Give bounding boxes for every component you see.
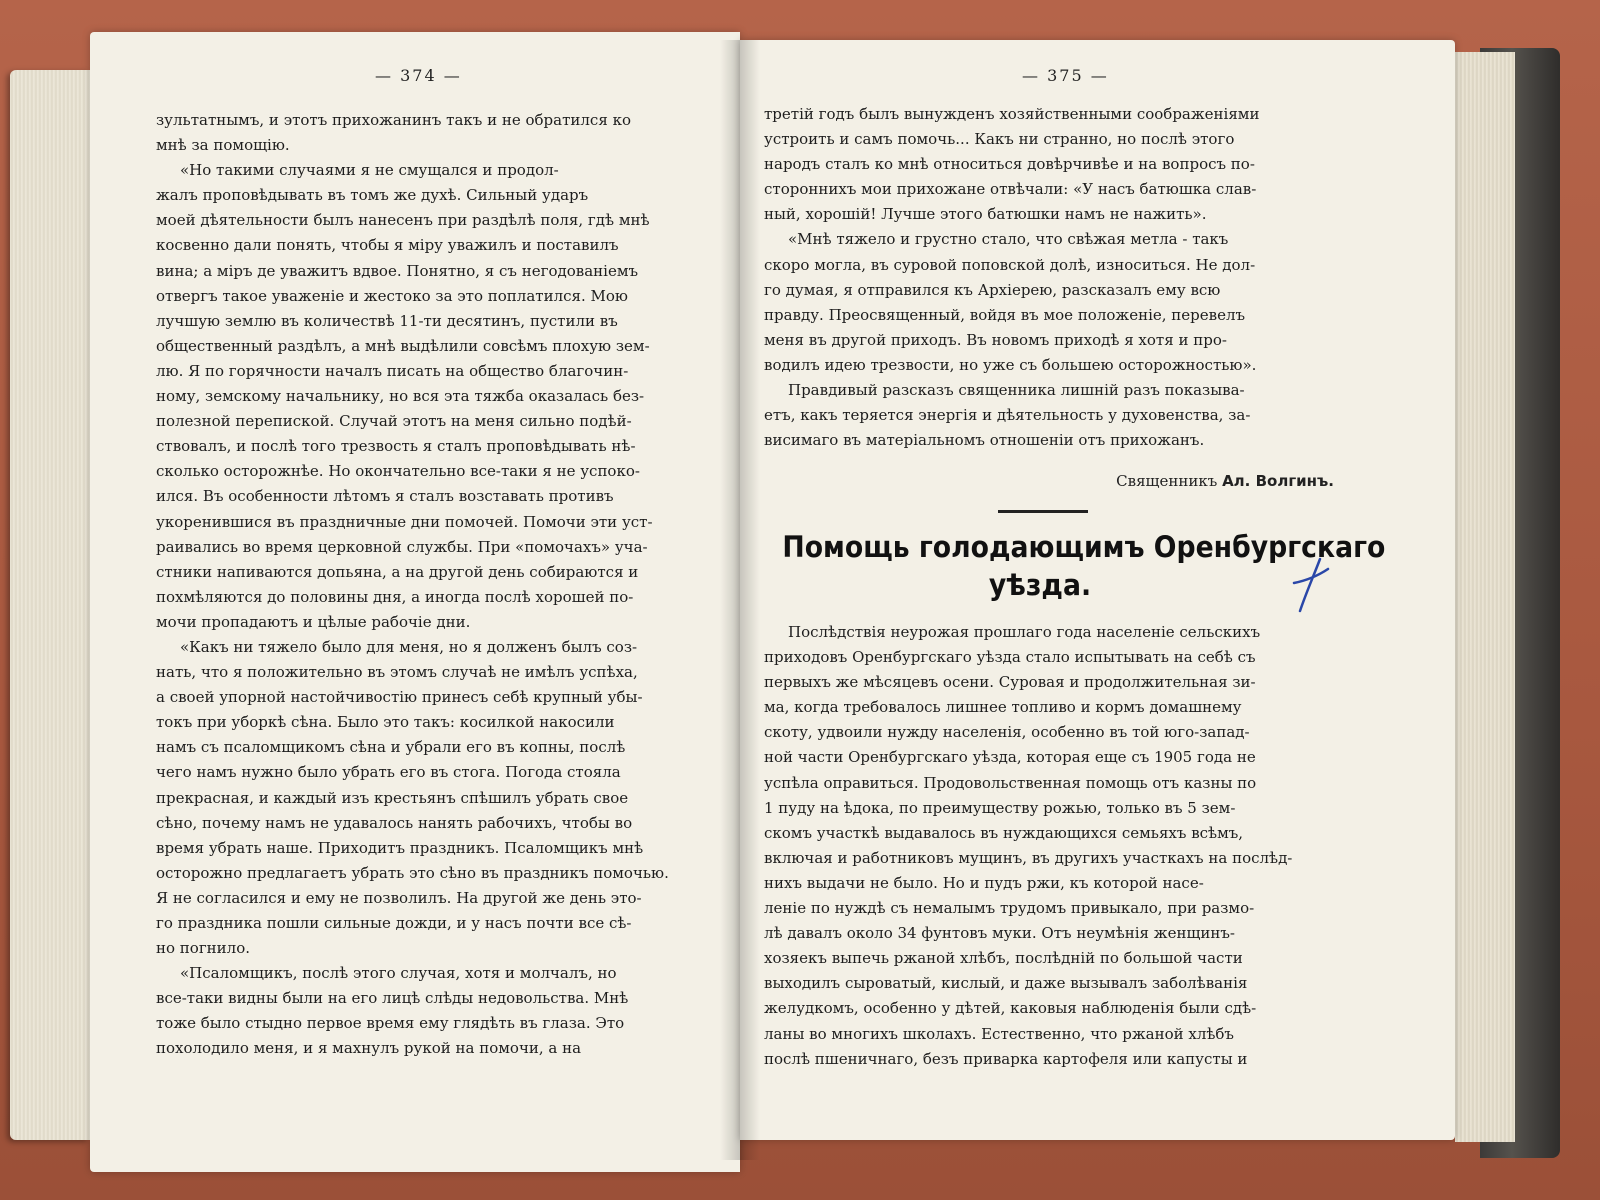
heading-line-1: Помощь голодающимъ Оренбургскаго bbox=[782, 530, 1386, 564]
text-line: Послѣдствія неурожая прошлаго года населеніе сельскихъ bbox=[788, 623, 1261, 641]
pen-cross-mark bbox=[1290, 555, 1330, 615]
text-line: ма, когда требовалось лишнее топливо и кормъ домашнему bbox=[764, 698, 1242, 717]
text-line: раивались во время церковной службы. При «помочахъ» уча- bbox=[156, 537, 648, 556]
text-line: ный, хорошій! Лучше этого батюшки намъ не нажить». bbox=[764, 205, 1207, 224]
text-line: жалъ проповѣдывать въ томъ же духѣ. Сильный ударъ bbox=[156, 186, 589, 205]
text-line: скоту, удвоили нужду населенія, особенно въ той юго-запад- bbox=[764, 723, 1250, 742]
text-line: желудкомъ, особенно у дѣтей, каковыя наблюденія были сдѣ- bbox=[764, 999, 1257, 1018]
text-line: укоренившися въ праздничные дни помочей. Помочи эти уст- bbox=[156, 512, 653, 531]
text-line: Правдивый разсказъ священника лишній разъ показыва- bbox=[788, 381, 1245, 400]
signature-prefix: Священникъ bbox=[1116, 472, 1218, 490]
page-number: — 375 — bbox=[1022, 66, 1109, 85]
page-stack-left bbox=[10, 70, 90, 1140]
text-line: стороннихъ мои прихожане отвѣчали: «У насъ батюшка слав- bbox=[764, 180, 1257, 199]
text-line: Я не согласился и ему не позволилъ. На другой же день это- bbox=[156, 888, 642, 907]
text-line: намъ съ псаломщикомъ сѣна и убрали его въ копны, послѣ bbox=[156, 738, 626, 757]
signature-name: Ал. Волгинъ. bbox=[1222, 472, 1334, 490]
text-line: «Мнѣ тяжело и грустно стало, что свѣжая метла - такъ bbox=[788, 230, 1229, 249]
text-line: 1 пуду на ѣдока, по преимуществу рожью, только въ 5 зем- bbox=[764, 798, 1236, 817]
text-line: но погнило. bbox=[156, 939, 251, 958]
left-page bbox=[90, 32, 740, 1172]
text-line: токъ при уборкѣ сѣна. Было это такъ: косилкой накосили bbox=[156, 713, 615, 732]
text-line: водилъ идею трезвости, но уже съ большею осторожностью». bbox=[764, 355, 1257, 374]
text-line: приходовъ Оренбургскаго уѣзда стало испытывать на себѣ съ bbox=[764, 648, 1256, 667]
text-line: первыхъ же мѣсяцевъ осени. Суровая и продолжительная зи- bbox=[764, 673, 1256, 692]
text-line: хозяекъ выпечь ржаной хлѣбъ, послѣдній по большой части bbox=[764, 949, 1243, 968]
page-stack-right bbox=[1455, 52, 1515, 1142]
text-line: скомъ участкѣ выдавалось въ нуждающихся семьяхъ всѣмъ, bbox=[764, 823, 1244, 842]
text-line: правду. Преосвященный, войдя въ мое положеніе, перевелъ bbox=[764, 305, 1246, 324]
text-line: похолодило меня, и я махнулъ рукой на помочи, а на bbox=[156, 1039, 582, 1058]
text-line: включая и работниковъ мущинъ, въ другихъ участкахъ на послѣд- bbox=[764, 848, 1293, 867]
text-line: выходилъ сыроватый, кислый, и даже вызывалъ заболѣванія bbox=[764, 974, 1248, 993]
page-number: — 374 — bbox=[375, 66, 462, 85]
text-line: полезной перепиской. Случай этотъ на меня сильно подѣй- bbox=[156, 412, 632, 431]
text-line: ланы во многихъ школахъ. Естественно, что ржаной хлѣбъ bbox=[764, 1024, 1234, 1043]
text-line: третій годъ былъ вынужденъ хозяйственными соображеніями bbox=[764, 105, 1260, 123]
heading-line-2: уѣзда. bbox=[988, 568, 1092, 602]
text-line: висимаго въ матеріальномъ отношеніи отъ прихожанъ. bbox=[764, 431, 1205, 450]
text-line: ствовалъ, и послѣ того трезвость я сталъ проповѣдывать нѣ- bbox=[156, 437, 636, 456]
text-line: время убрать наше. Приходитъ праздникъ. Псаломщикъ мнѣ bbox=[156, 838, 644, 857]
text-line: нать, что я положительно въ этомъ случаѣ не имѣлъ успѣха, bbox=[156, 663, 638, 682]
text-line: сколько осторожнѣе. Но окончательно все-таки я не успоко- bbox=[156, 462, 640, 481]
text-line: ному, земскому начальнику, но вся эта тяжба оказалась без- bbox=[156, 387, 645, 406]
text-line: «Какъ ни тяжело было для меня, но я долженъ былъ соз- bbox=[180, 637, 638, 656]
text-line: моей дѣятельности былъ нанесенъ при раздѣлѣ поля, гдѣ мнѣ bbox=[156, 211, 650, 230]
right-page-body-bottom bbox=[764, 620, 1334, 1072]
text-line: ился. Въ особенности лѣтомъ я сталъ возставать противъ bbox=[156, 487, 614, 506]
text-line: лучшую землю въ количествѣ 11-ти десятинъ, пустили въ bbox=[156, 311, 618, 330]
text-line: го думая, я отправился къ Архіерею, разсказалъ ему всю bbox=[764, 280, 1221, 299]
text-line: лю. Я по горячности началъ писать на общество благочин- bbox=[156, 361, 629, 380]
text-line: ной части Оренбургскаго уѣзда, которая еще съ 1905 года не bbox=[764, 748, 1256, 767]
section-divider bbox=[998, 510, 1088, 513]
text-line: мнѣ за помощію. bbox=[156, 136, 290, 155]
right-page bbox=[740, 40, 1455, 1140]
section-heading bbox=[782, 528, 1386, 604]
text-line: косвенно дали понять, чтобы я міру уважилъ и поставилъ bbox=[156, 236, 619, 255]
text-line: чего намъ нужно было убрать его въ стога. Погода стояла bbox=[156, 763, 621, 782]
text-line: тоже было стыдно первое время ему глядѣть въ глаза. Это bbox=[156, 1014, 625, 1033]
text-line: устроить и самъ помочь... Какъ ни странно, но послѣ этого bbox=[764, 130, 1235, 149]
text-line: прекрасная, и каждый изъ крестьянъ спѣшилъ убрать свое bbox=[156, 788, 629, 807]
signature bbox=[764, 472, 1334, 490]
text-line: сѣно, почему намъ не удавалось нанять рабочихъ, чтобы во bbox=[156, 813, 633, 832]
text-line: «Но такими случаями я не смущался и продол- bbox=[180, 161, 559, 180]
text-line: скоро могла, въ суровой поповской долѣ, износиться. Не дол- bbox=[764, 255, 1256, 274]
text-line: го праздника пошли сильные дожди, и у насъ почти все сѣ- bbox=[156, 914, 632, 932]
right-page-body-top bbox=[764, 102, 1334, 453]
text-line: етъ, какъ теряется энергія и дѣятельность у духовенства, за- bbox=[764, 406, 1251, 425]
text-line: народъ сталъ ко мнѣ относиться довѣрчивѣе и на вопросъ по- bbox=[764, 155, 1255, 174]
text-line: успѣла оправиться. Продовольственная помощь отъ казны по bbox=[764, 773, 1257, 792]
text-line: похмѣляются до половины дня, а иногда послѣ хорошей по- bbox=[156, 587, 634, 606]
text-line: осторожно предлагаетъ убрать это сѣно въ праздникъ помочью. bbox=[156, 863, 669, 882]
text-line: общественный раздѣлъ, а мнѣ выдѣлили совсѣмъ плохую зем- bbox=[156, 336, 650, 355]
text-line: стники напиваются допьяна, а на другой день собираются и bbox=[156, 562, 639, 581]
text-line: отвергъ такое уваженіе и жестоко за это поплатился. Мою bbox=[156, 286, 628, 305]
text-line: вина; а міръ де уважитъ вдвое. Понятно, я съ негодованіемъ bbox=[156, 261, 639, 280]
left-page-body bbox=[156, 108, 696, 1062]
text-line: «Псаломщикъ, послѣ этого случая, хотя и молчалъ, но bbox=[180, 964, 617, 983]
text-line: зультатнымъ, и этотъ прихожанинъ такъ и не обратился ко bbox=[156, 111, 631, 129]
text-line: послѣ пшеничнаго, безъ приварка картофеля или капусты и bbox=[764, 1049, 1248, 1068]
text-line: все-таки видны были на его лицѣ слѣды недовольства. Мнѣ bbox=[156, 989, 629, 1008]
text-line: нихъ выдачи не было. Но и пудъ ржи, къ которой насе- bbox=[764, 873, 1204, 892]
text-line: меня въ другой приходъ. Въ новомъ приходѣ я хотя и про- bbox=[764, 330, 1227, 349]
text-line: мочи пропадаютъ и цѣлые рабочіе дни. bbox=[156, 612, 471, 631]
text-line: а своей упорной настойчивостію принесъ себѣ крупный убы- bbox=[156, 688, 643, 707]
text-line: леніе по нуждѣ съ немалымъ трудомъ привыкало, при размо- bbox=[764, 899, 1255, 918]
book-gutter bbox=[720, 40, 760, 1160]
text-line: лѣ давалъ около 34 фунтовъ муки. Отъ неумѣнія женщинъ- bbox=[764, 924, 1235, 943]
